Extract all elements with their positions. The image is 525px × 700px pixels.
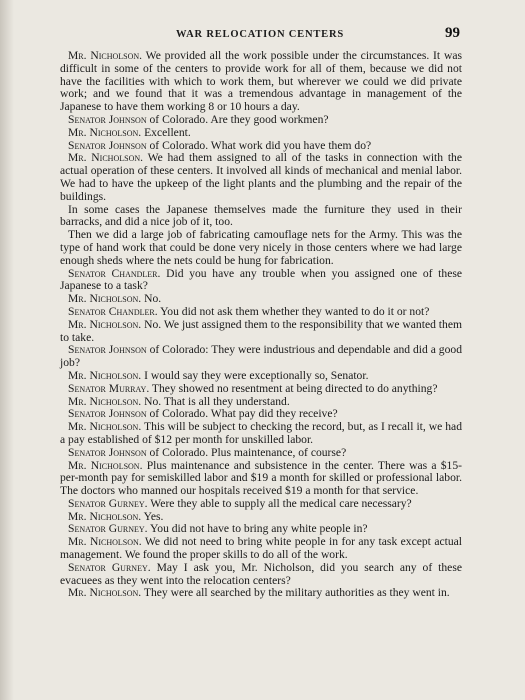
running-head: WAR RELOCATION CENTERS (176, 29, 344, 40)
speech-text: Yes. (141, 509, 164, 523)
paragraph (60, 319, 462, 345)
paragraph (60, 460, 462, 498)
speaker-name: Senator Murray. (68, 381, 150, 395)
speech-text: You did not ask them whether they wanted to do it or not? (157, 304, 430, 318)
speaker-name: Mr. Nicholson. (68, 151, 144, 165)
speech-text: I would say they were exceptionally so, Senator. (141, 368, 369, 382)
speech-text: You did not have to bring any white people in? (147, 522, 368, 536)
speech-text: of Colorado. Are they good workmen? (146, 112, 329, 126)
speech-text: No. That is all they understand. (141, 394, 290, 408)
speaker-name: Mr. Nicholson. (68, 317, 142, 331)
speaker-name: Senator Gurney. (68, 560, 151, 574)
speech-text: In some cases the Japanese themselves made the furniture they used in their barracks, and did a nice job of it, too. (60, 202, 462, 229)
page-number: 99 (445, 25, 460, 41)
speaker-name: Mr. Nicholson. (68, 509, 142, 523)
paragraph (60, 204, 462, 230)
speaker-name: Mr. Nicholson. (68, 368, 142, 382)
speaker-name: Senator Johnson (68, 445, 147, 459)
speaker-name: Mr. Nicholson. (68, 535, 142, 549)
paragraph (60, 587, 462, 600)
speaker-name: Senator Gurney. (68, 496, 148, 510)
speaker-name: Mr. Nicholson. (68, 458, 143, 472)
page-header (60, 27, 460, 43)
speaker-name: Senator Chandler. (68, 266, 161, 280)
speaker-name: Senator Gurney. (68, 522, 148, 536)
speech-text: No. We just assigned them to the responsibility that we wanted them to take. (60, 317, 462, 344)
speech-text: of Colorado. What pay did they receive? (146, 407, 338, 421)
speaker-name: Senator Chandler. (68, 304, 158, 318)
paragraph (60, 536, 462, 562)
paragraph (60, 562, 462, 588)
speaker-name: Mr. Nicholson. (68, 49, 143, 62)
speech-text: of Colorado. Plus maintenance, of course? (146, 445, 347, 459)
speaker-name: Mr. Nicholson. (68, 394, 142, 408)
paragraph (60, 152, 462, 203)
speaker-name: Mr. Nicholson. (68, 292, 142, 306)
speech-text: We provided all the work possible under the circumstances. It was difficult in some of the centers to provide work for all of them, because we did not have the facilities with which to work them, but wherever we could we did private work; and we found that it was a tremendous advantage in management of the Japanese to have them working 8 or 10 hours a day. (60, 49, 462, 114)
paragraph (60, 344, 462, 370)
speaker-name: Senator Johnson (68, 138, 147, 152)
speech-text: of Colorado. What work did you have them do? (146, 138, 372, 152)
speech-text: May I ask you, Mr. Nicholson, did you search any of these evacuees as they went into the relocation centers? (60, 560, 462, 587)
speech-text: of Colorado: They were industrious and dependable and did a good job? (60, 343, 462, 370)
speech-text: We did not need to bring white people in for any task except actual management. We found the proper skills to do all of the work. (60, 535, 462, 562)
speech-text: Plus maintenance and subsistence in the center. There was a $15-per-month pay for semiskilled labor and $19 a month for skilled or professional labor. The doctors who manned our hospitals received $19 a month for that service. (60, 458, 462, 498)
speech-text: Did you have any trouble when you assigned one of these Japanese to a task? (60, 266, 463, 293)
speaker-name: Senator Johnson (68, 112, 147, 126)
speech-text: Excellent. (141, 125, 191, 139)
speaker-name: Mr. Nicholson. (68, 586, 142, 600)
speech-text: This will be subject to checking the record, but, as I recall it, we had a pay established of $12 per month for unskilled labor. (60, 420, 462, 446)
speech-text: They showed no resentment at being directed to do anything? (149, 381, 438, 395)
speaker-name: Mr. Nicholson. (68, 420, 142, 434)
speech-text: We had them assigned to all of the tasks in connection with the actual operation of these centers. It involved all kinds of mechanical and menial labor. We had to have the upkeep of the light plants and the plumbing and the repair of the buildings. (60, 151, 462, 203)
speech-text: They were all searched by the military authorities as they went in. (141, 586, 450, 600)
speaker-name: Senator Johnson (68, 343, 147, 357)
speech-text: Were they able to supply all the medical care necessary? (147, 496, 412, 510)
paragraph (60, 268, 462, 294)
paragraph (60, 421, 462, 447)
speaker-name: Mr. Nicholson. (68, 125, 142, 139)
paragraph (60, 50, 462, 114)
paragraph (60, 229, 462, 267)
speech-text: Then we did a large job of fabricating camouflage nets for the Army. This was the type of hand work that could be done very nicely in those centers where we had large enough sheds where the nets could be hung for fabrication. (60, 228, 462, 267)
transcript-body (60, 50, 462, 600)
speech-text: No. (141, 292, 162, 306)
speaker-name: Senator Johnson (68, 407, 147, 421)
